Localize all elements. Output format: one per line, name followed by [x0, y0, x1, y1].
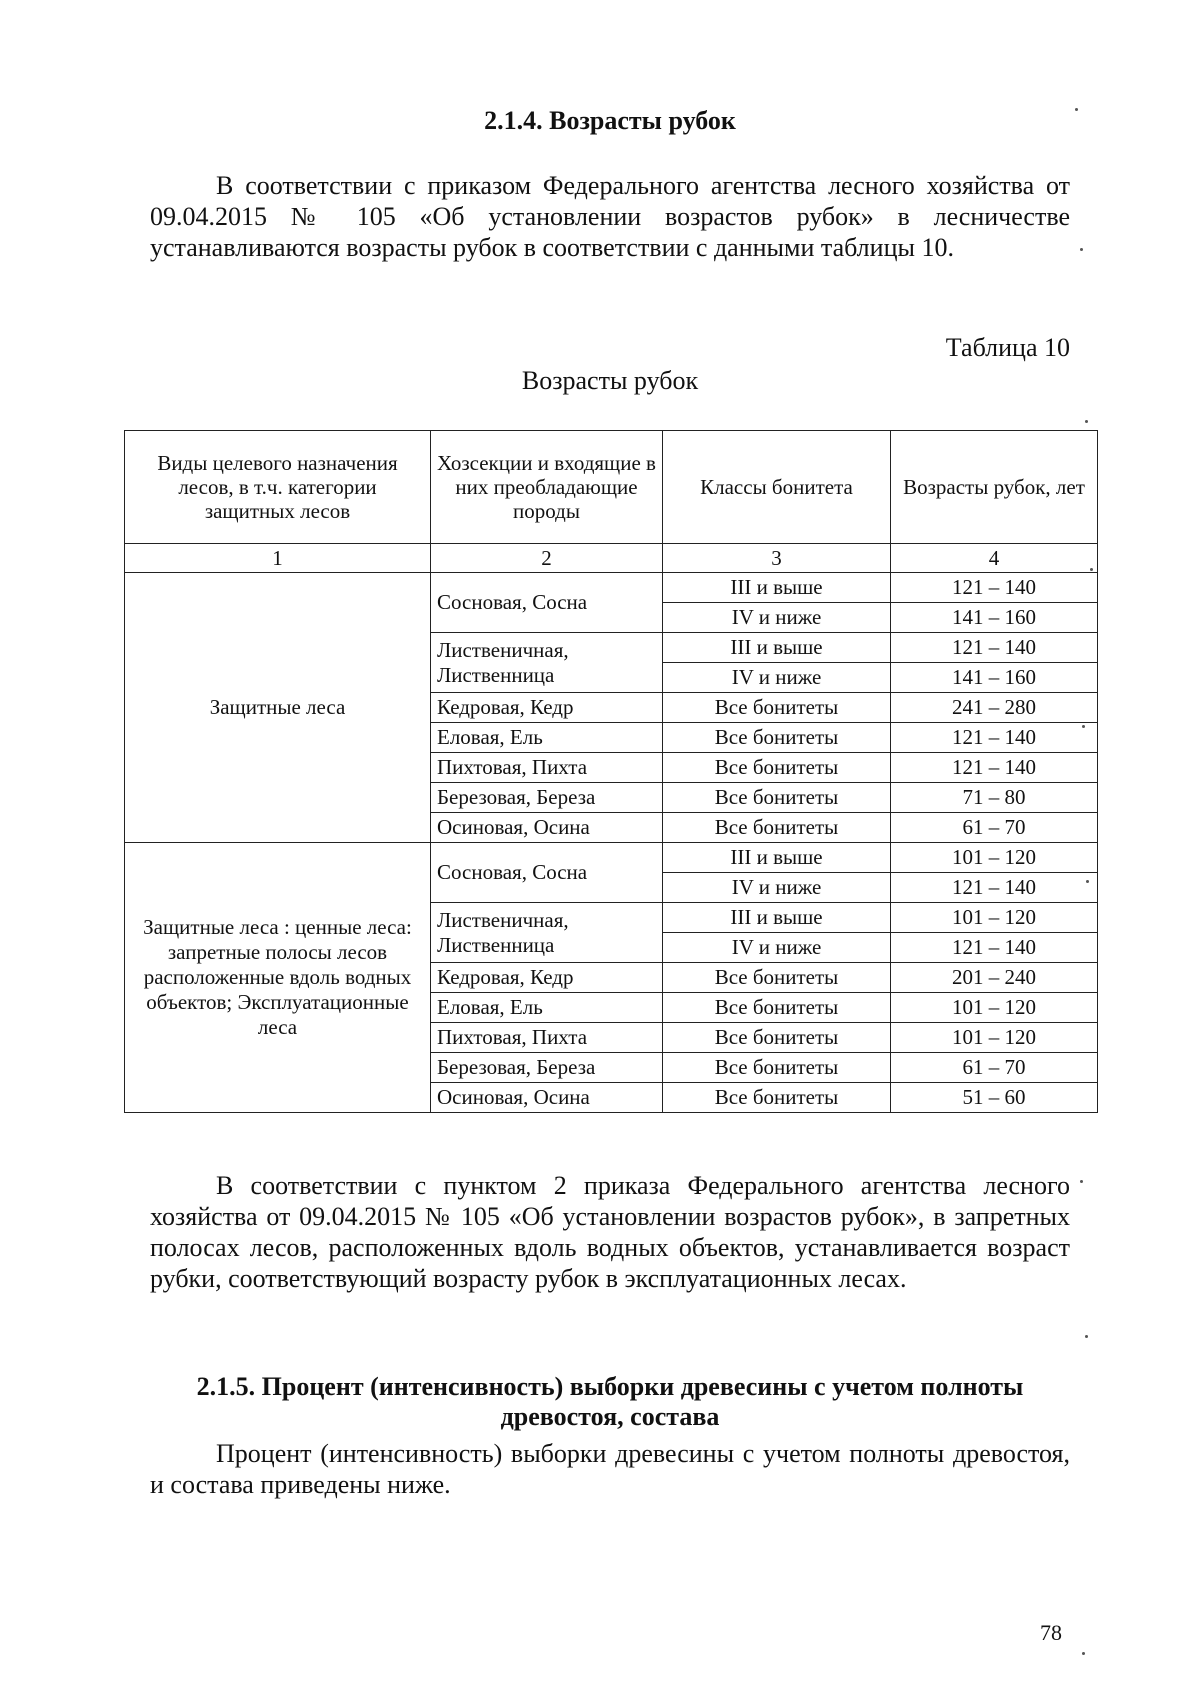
scan-speck: [1086, 880, 1089, 883]
header-site-class: Классы бонитета: [663, 431, 891, 544]
paragraph-prohibited-strips: [150, 1170, 1070, 1294]
cutting-age-cell: 141 – 160: [891, 663, 1098, 693]
site-class-cell: Все бонитеты: [663, 993, 891, 1023]
table-row: [125, 573, 1098, 603]
scan-speck: [1082, 725, 1085, 728]
site-class-cell: III и выше: [663, 903, 891, 933]
site-class-cell: Все бонитеты: [663, 723, 891, 753]
cutting-age-cell: 101 – 120: [891, 1023, 1098, 1053]
scan-speck: [1080, 1180, 1083, 1183]
cutting-age-cell: 201 – 240: [891, 963, 1098, 993]
economic-section-cell: Еловая, Ель: [431, 723, 663, 753]
economic-section-cell: Березовая, Береза: [431, 783, 663, 813]
header-economic-sections: Хозсекции и входящие в них преобладающие породы: [431, 431, 663, 544]
site-class-cell: IV и ниже: [663, 603, 891, 633]
cutting-age-cell: 121 – 140: [891, 723, 1098, 753]
cutting-age-cell: 141 – 160: [891, 603, 1098, 633]
site-class-cell: Все бонитеты: [663, 693, 891, 723]
economic-section-cell: Кедровая, Кедр: [431, 963, 663, 993]
column-number-row: [125, 544, 1098, 573]
cutting-age-cell: 101 – 120: [891, 843, 1098, 873]
table-header-row: [125, 431, 1098, 544]
economic-section-cell: Лиственичная, Лиственница: [431, 903, 663, 963]
site-class-cell: IV и ниже: [663, 663, 891, 693]
column-number: 3: [663, 544, 891, 573]
economic-section-cell: Сосновая, Сосна: [431, 843, 663, 903]
scan-speck: [1082, 1652, 1085, 1655]
scan-speck: [1085, 420, 1088, 423]
economic-section-cell: Еловая, Ель: [431, 993, 663, 1023]
economic-section-cell: Осиновая, Осина: [431, 813, 663, 843]
economic-section-cell: Сосновая, Сосна: [431, 573, 663, 633]
cutting-age-cell: 61 – 70: [891, 1053, 1098, 1083]
site-class-cell: III и выше: [663, 573, 891, 603]
site-class-cell: III и выше: [663, 843, 891, 873]
paragraph-prohibited-strips-text: В соответствии с пунктом 2 приказа Федерального агентства лесного хозяйства от 09.04.2015 № 105 «Об установлении возрастов рубок», в запретных полосах лесов, расположенных вдоль водных объектов, устанавливается возраст рубки, соответствующий возрасту рубок в эксплуатационных лесах.: [150, 1171, 1070, 1293]
column-number: 4: [891, 544, 1098, 573]
economic-section-cell: Лиственичная, Лиственница: [431, 633, 663, 693]
cutting-age-cell: 241 – 280: [891, 693, 1098, 723]
cutting-age-cell: 51 – 60: [891, 1083, 1098, 1113]
economic-section-cell: Пихтовая, Пихта: [431, 1023, 663, 1053]
scan-speck: [1080, 248, 1083, 251]
header-forest-purpose: Виды целевого назначения лесов, в т.ч. категории защитных лесов: [125, 431, 431, 544]
paragraph-intro: [150, 170, 1070, 263]
table-title: Возрасты рубок: [521, 366, 699, 395]
site-class-cell: Все бонитеты: [663, 753, 891, 783]
cutting-age-cell: 121 – 140: [891, 573, 1098, 603]
site-class-cell: Все бонитеты: [663, 963, 891, 993]
paragraph-selection-percent: [150, 1438, 1070, 1500]
cutting-age-cell: 121 – 140: [891, 873, 1098, 903]
site-class-cell: Все бонитеты: [663, 783, 891, 813]
site-class-cell: Все бонитеты: [663, 1053, 891, 1083]
column-number: 2: [431, 544, 663, 573]
cutting-age-cell: 101 – 120: [891, 993, 1098, 1023]
cutting-age-cell: 101 – 120: [891, 903, 1098, 933]
scan-speck: [1085, 1335, 1088, 1338]
header-cutting-age: Возрасты рубок, лет: [891, 431, 1098, 544]
paragraph-selection-percent-text: Процент (интенсивность) выборки древесины с учетом полноты древостоя, и состава приведены ниже.: [150, 1439, 1070, 1499]
table-row: [125, 843, 1098, 873]
economic-section-cell: Осиновая, Осина: [431, 1083, 663, 1113]
forest-category-cell: Защитные леса: [125, 573, 431, 843]
site-class-cell: III и выше: [663, 633, 891, 663]
scan-speck: [1090, 568, 1093, 571]
column-number: 1: [125, 544, 431, 573]
cutting-age-cell: 61 – 70: [891, 813, 1098, 843]
table-number: Таблица 10: [945, 333, 1070, 362]
cutting-age-cell: 121 – 140: [891, 633, 1098, 663]
paragraph-intro-text: В соответствии с приказом Федерального агентства лесного хозяйства от 09.04.2015 № 105 «Об установлении возрастов рубок» в лесничестве устанавливаются возрасты рубок в соответствии с данными таблицы 10.: [150, 171, 1070, 262]
cutting-age-cell: 121 – 140: [891, 753, 1098, 783]
forest-category-cell: Защитные леса : ценные леса: запретные полосы лесов расположенные вдоль водных объектов; Эксплуатационные леса: [125, 843, 431, 1113]
economic-section-cell: Березовая, Береза: [431, 1053, 663, 1083]
cutting-age-cell: 71 – 80: [891, 783, 1098, 813]
site-class-cell: Все бонитеты: [663, 1023, 891, 1053]
section-heading-2-1-4: 2.1.4. Возрасты рубок: [484, 106, 736, 135]
site-class-cell: Все бонитеты: [663, 813, 891, 843]
section-heading-2-1-5: 2.1.5. Процент (интенсивность) выборки древесины с учетом полноты древостоя, состава: [196, 1372, 1024, 1431]
page-number: 78: [1040, 1620, 1062, 1645]
site-class-cell: Все бонитеты: [663, 1083, 891, 1113]
economic-section-cell: Кедровая, Кедр: [431, 693, 663, 723]
site-class-cell: IV и ниже: [663, 933, 891, 963]
cutting-age-cell: 121 – 140: [891, 933, 1098, 963]
scan-speck: [1075, 108, 1078, 111]
site-class-cell: IV и ниже: [663, 873, 891, 903]
economic-section-cell: Пихтовая, Пихта: [431, 753, 663, 783]
cutting-age-table: [124, 430, 1098, 1113]
